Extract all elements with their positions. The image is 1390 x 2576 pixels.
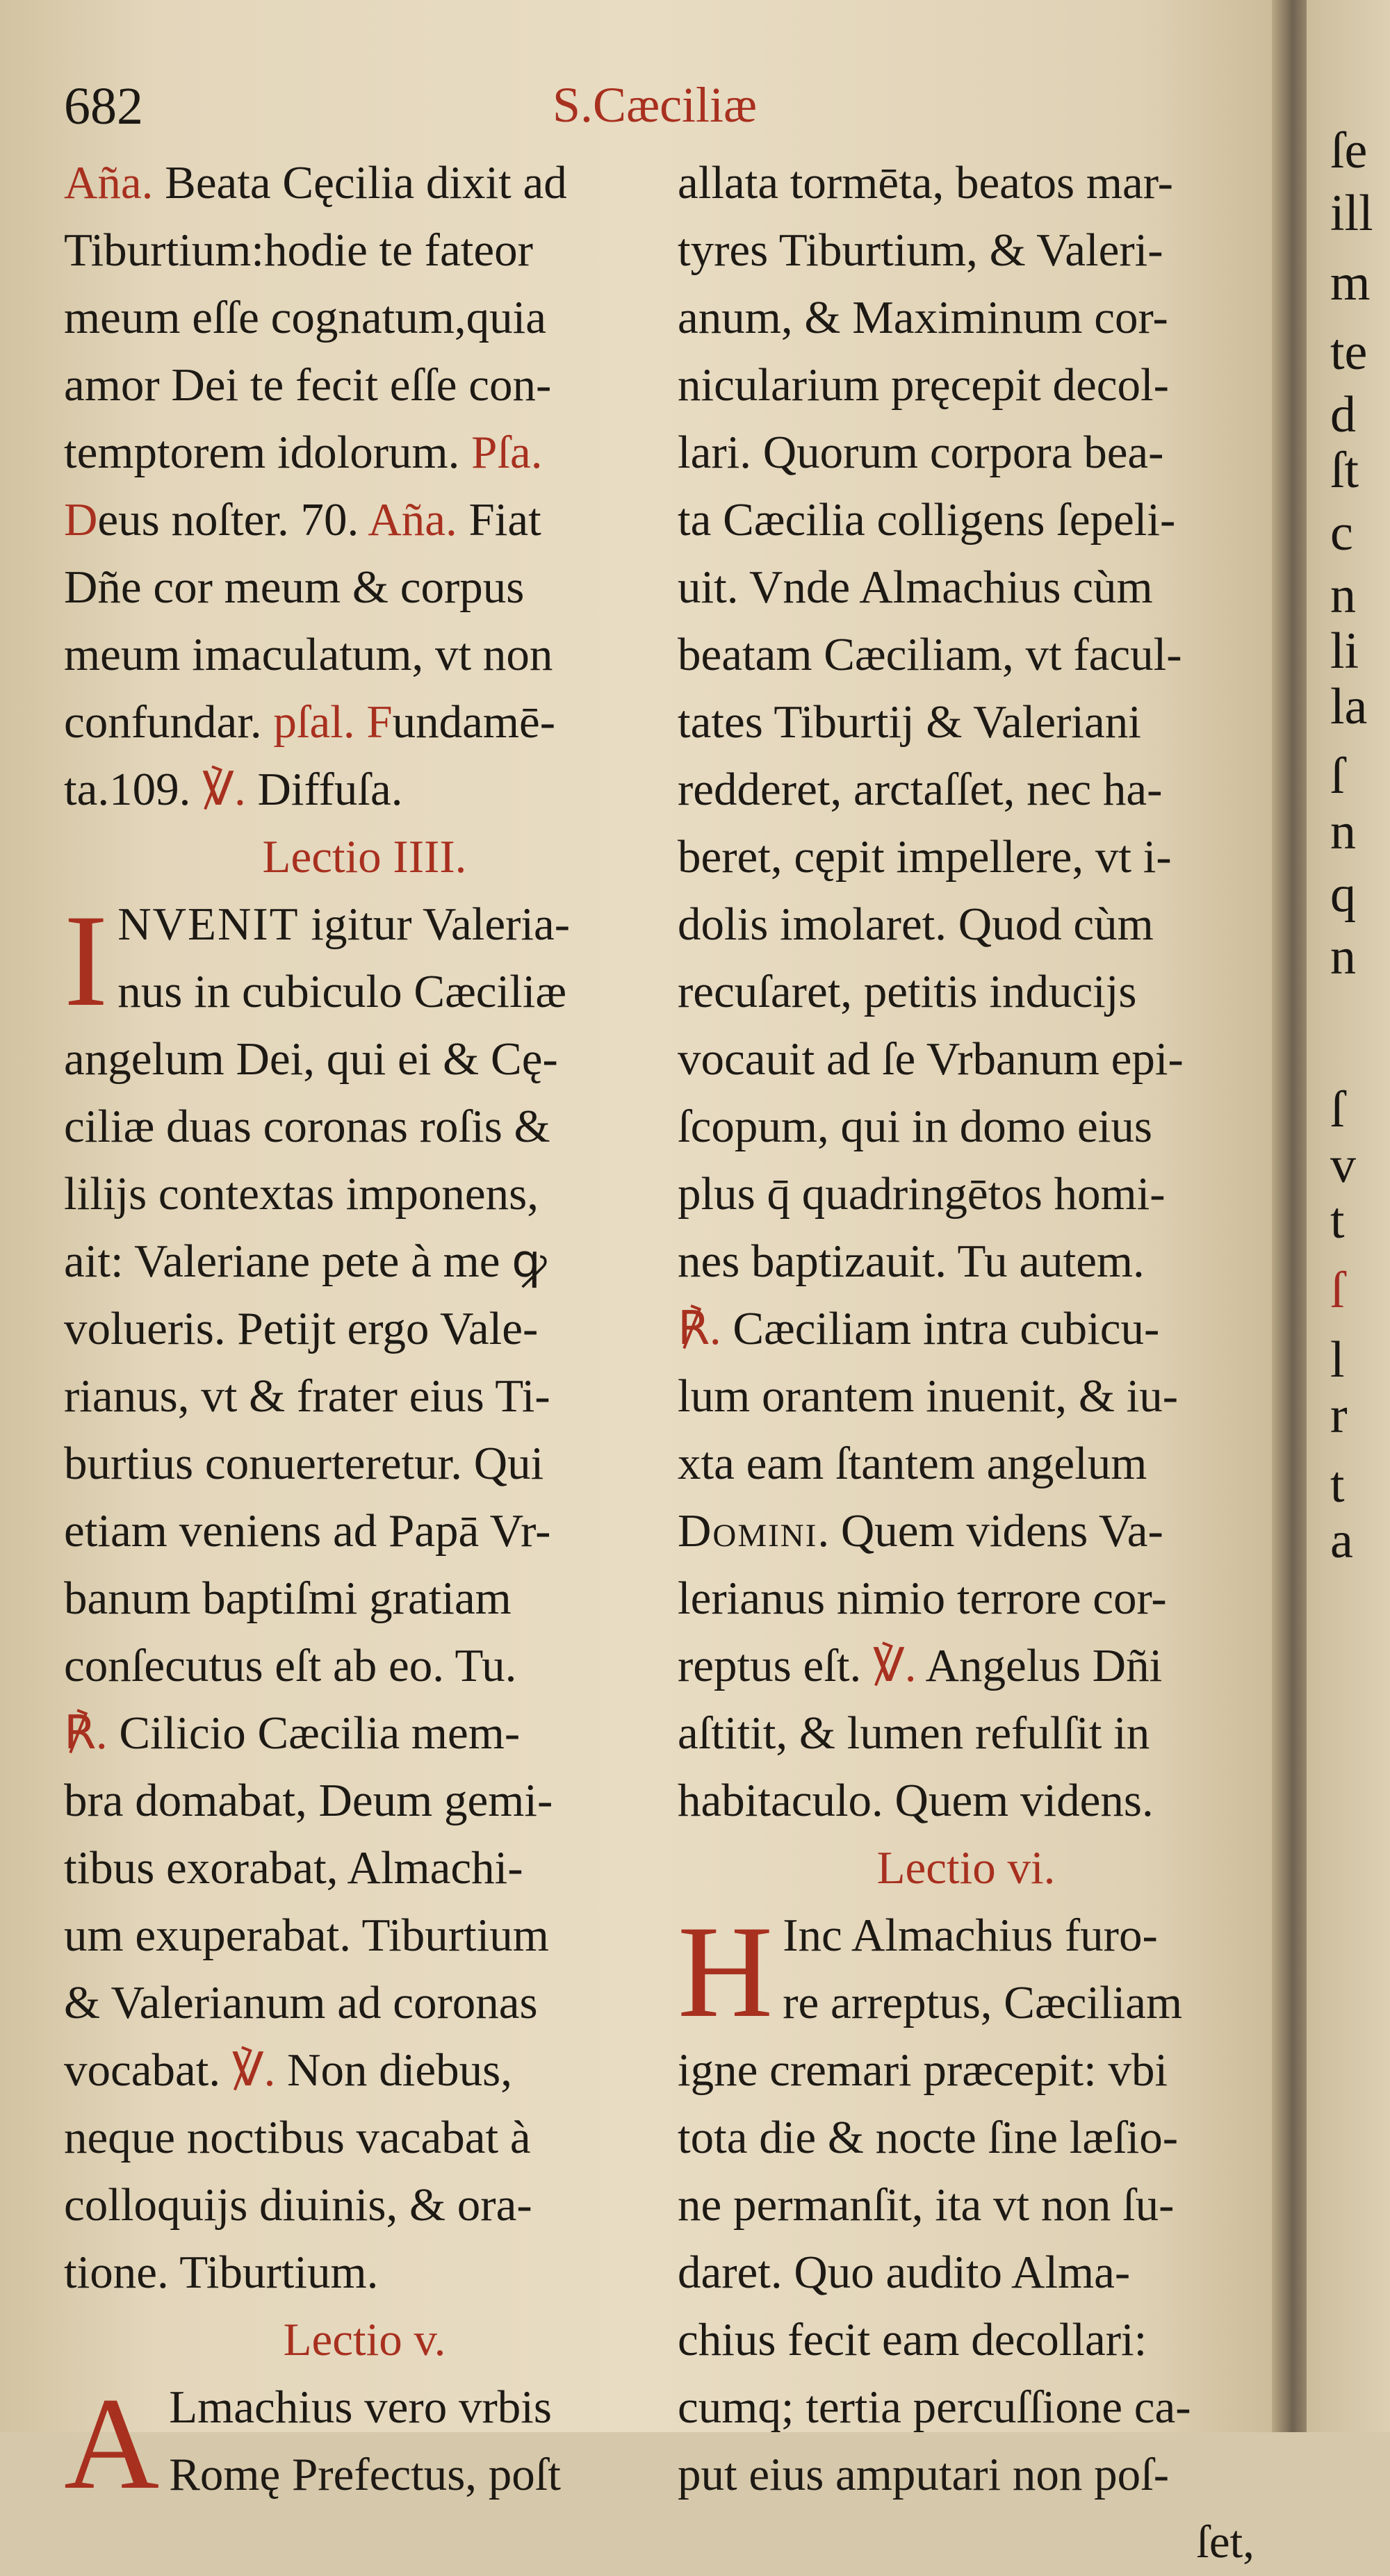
text-line: neque noctibus vacabat à	[64, 2112, 531, 2163]
text-span: vocabat.	[64, 2044, 232, 2096]
facing-page-fragment: n	[1330, 928, 1356, 985]
catchword: ſet,	[1196, 2516, 1254, 2568]
text-span: undamē-	[392, 696, 556, 748]
text-line: ſcopum, qui in domo eius	[678, 1101, 1152, 1152]
facing-page-fragment: ſ	[1330, 748, 1345, 805]
text-line: meum imaculatum, vt non	[64, 629, 553, 680]
text-line: Inc Almachius furo-	[783, 1910, 1158, 1961]
text-line: tione. Tiburtium.	[64, 2247, 379, 2298]
versicle-marker: ℣.	[872, 1640, 917, 1691]
text-line: angelum Dei, qui ei & Cę-	[64, 1033, 558, 1085]
page-number: 682	[64, 77, 143, 136]
text-line: ait: Valeriane pete à me ꝙ	[64, 1236, 547, 1287]
lectio-heading: Lectio vi.	[876, 1842, 1056, 1894]
text-line: etiam veniens ad Papā Vr-	[64, 1505, 551, 1557]
facing-page-fragment: v	[1330, 1137, 1356, 1194]
text-line: beatam Cæciliam, vt facul-	[678, 629, 1182, 680]
text-line: habitaculo. Quem videns.	[678, 1775, 1154, 1826]
text-line	[64, 419, 665, 486]
lectio-paragraph	[64, 2371, 665, 2517]
versicle-marker: ℣.	[231, 2044, 276, 2096]
text-line	[678, 1498, 1254, 1565]
facing-page-fragment: r	[1330, 1387, 1348, 1444]
facing-page-fragment: ſt	[1330, 442, 1359, 499]
text-span: temptorem idolorum.	[64, 427, 472, 478]
running-head	[0, 76, 1293, 139]
lectio-heading: Lectio IIII.	[262, 831, 467, 883]
left-column	[64, 149, 665, 2517]
facing-page-fragment: ſe	[1330, 122, 1368, 179]
responsory-marker: ℟.	[678, 1303, 721, 1354]
text-line: beret, cępit impellere, vt i-	[678, 831, 1172, 883]
text-line: Dñe cor meum & corpus	[64, 561, 525, 613]
text-line: tibus exorabat, Almachi-	[64, 1842, 523, 1894]
text-span: eus noſter. 70.	[97, 494, 368, 545]
facing-page-fragment: ſ	[1330, 1081, 1345, 1138]
text-line: dolis imolaret. Quod cùm	[678, 899, 1154, 950]
text-line: recuſaret, petitis inducijs	[678, 966, 1137, 1017]
small-caps-word: Domini	[678, 1505, 818, 1557]
text-line: re arreptus, Cæciliam	[783, 1977, 1183, 2028]
text-line: put eius amputari non poſ-	[678, 2449, 1170, 2500]
text-line: ne permanſit, ita vt non ſu-	[678, 2179, 1175, 2231]
lectio-paragraph	[64, 888, 665, 1034]
text-line	[64, 756, 665, 823]
facing-page-fragment: c	[1330, 504, 1353, 561]
text-line	[64, 486, 665, 554]
text-line	[64, 2037, 665, 2104]
facing-page-fragment: t	[1330, 1192, 1345, 1249]
text-line: volueris. Petijt ergo Vale-	[64, 1303, 539, 1354]
facing-page-fragment: m	[1330, 254, 1371, 311]
drop-cap-initial: I	[64, 888, 108, 1034]
versicle-marker: ℣.	[202, 764, 246, 815]
lectio-paragraph	[678, 1899, 1254, 2045]
facing-page-fragment: l	[1330, 1331, 1345, 1388]
text-line	[64, 689, 665, 756]
text-line: conſecutus eſt ab eo. Tu.	[64, 1640, 517, 1691]
text-line: uit. Vnde Almachius cùm	[678, 561, 1153, 613]
text-line: cumq; tertia percuſſione ca-	[678, 2381, 1191, 2433]
text-line: nus in cubiculo Cæciliæ	[117, 966, 567, 1017]
text-line: lari. Quorum corpora bea-	[678, 427, 1164, 478]
text-line	[64, 891, 665, 958]
text-line: nes baptizauit. Tu autem.	[678, 1236, 1145, 1287]
text-line: banum baptiſmi gratiam	[64, 1573, 512, 1624]
facing-page-fragment: n	[1330, 803, 1356, 860]
text-line: chius fecit eam decollari:	[678, 2314, 1147, 2365]
text-line: Romę Prefectus, poſt	[169, 2449, 562, 2500]
antiphon-marker: Aña.	[368, 494, 457, 545]
text-line: allata tormēta, beatos mar-	[678, 157, 1173, 208]
text-line: lilijs contextas imponens,	[64, 1168, 539, 1220]
responsory-marker: ℟.	[64, 1707, 108, 1759]
text-line: tyres Tiburtium, & Valeri-	[678, 224, 1163, 276]
text-line: anum, & Maximinum cor-	[678, 292, 1168, 343]
text-line: lum orantem inuenit, & iu-	[678, 1370, 1179, 1422]
text-line: vocauit ad ſe Vrbanum epi-	[678, 1033, 1184, 1085]
text-span: Cæciliam intra cubicu-	[721, 1303, 1160, 1354]
text-line: Tiburtium:hodie te fateor	[64, 224, 533, 276]
text-span: Beata Cęcilia dixit ad	[153, 157, 567, 208]
lectio-heading: Lectio v.	[283, 2314, 446, 2365]
text-span: Fiat	[457, 494, 541, 545]
text-line: daret. Quo audito Alma-	[678, 2247, 1131, 2298]
running-title: S.Cæciliæ	[553, 77, 758, 133]
text-line: Lmachius vero vrbis	[169, 2381, 552, 2433]
text-line: igne cremari præcepit: vbi	[678, 2044, 1168, 2096]
text-line: burtius conuerteretur. Qui	[64, 1438, 544, 1489]
psalm-marker: pſal. F	[273, 696, 393, 748]
facing-page-fragment: te	[1330, 324, 1368, 381]
text-line: plus q̄ quadringētos homi-	[678, 1168, 1166, 1220]
text-line: nicularium pręcepit decol-	[678, 359, 1169, 411]
text-line: xta eam ſtantem angelum	[678, 1438, 1147, 1489]
facing-page-fragment: la	[1330, 678, 1368, 735]
text-line: ta Cæcilia colligens ſepeli-	[678, 494, 1176, 545]
text-line	[678, 1632, 1254, 1700]
text-span: igitur Valeria-	[299, 899, 571, 950]
text-line: amor Dei te fecit eſſe con-	[64, 359, 552, 411]
facing-page-fragment: n	[1330, 567, 1356, 624]
text-line: rianus, vt & frater eius Ti-	[64, 1370, 550, 1422]
drop-cap-initial: H	[678, 1899, 774, 2045]
antiphon-marker: Aña.	[64, 157, 154, 208]
facing-page-fragment: a	[1330, 1512, 1353, 1569]
facing-page-edge	[1307, 0, 1390, 2432]
text-line	[678, 1295, 1254, 1363]
text-line	[64, 149, 665, 217]
drop-cap-initial: A	[64, 2371, 160, 2517]
text-line: um exuperabat. Tiburtium	[64, 1910, 549, 1961]
psalm-marker: Pſa.	[471, 427, 543, 478]
text-line: meum eſſe cognatum,quia	[64, 292, 546, 343]
text-line	[64, 1700, 665, 1767]
facing-page-fragment: ſ	[1330, 1262, 1345, 1319]
text-line: lerianus nimio terrore cor-	[678, 1573, 1167, 1624]
facing-page-fragment: q	[1330, 866, 1356, 923]
facing-page-fragment: li	[1330, 623, 1359, 680]
text-span: ta.109.	[64, 764, 203, 815]
text-span: Cilicio Cæcilia mem-	[107, 1707, 521, 1759]
facing-page-fragment: d	[1330, 386, 1356, 443]
text-line: aſtitit, & lumen refulſit in	[678, 1707, 1150, 1759]
small-caps-word: NVENIT	[117, 899, 300, 950]
text-span: Angelus Dñi	[916, 1640, 1163, 1691]
facing-page-fragment: ill	[1330, 185, 1373, 242]
facing-page-fragment: t	[1330, 1457, 1345, 1513]
text-span: . Quem videns Va-	[817, 1505, 1163, 1557]
rubric-initial: D	[64, 494, 98, 545]
text-line: bra domabat, Deum gemi-	[64, 1775, 553, 1826]
text-line: tota die & nocte ſine læſio-	[678, 2112, 1179, 2163]
text-span: Non diebus,	[275, 2044, 512, 2096]
text-line: redderet, arctaſſet, nec ha-	[678, 764, 1163, 815]
text-line: tates Tiburtij & Valeriani	[678, 696, 1141, 748]
text-line: & Valerianum ad coronas	[64, 1977, 538, 2028]
text-span: confundar.	[64, 696, 274, 748]
right-column	[678, 149, 1254, 2576]
text-line: ciliæ duas coronas roſis &	[64, 1101, 550, 1152]
text-line: colloquijs diuinis, & ora-	[64, 2179, 532, 2231]
text-span: reptus eſt.	[678, 1640, 873, 1691]
text-span: Diffuſa.	[245, 764, 403, 815]
